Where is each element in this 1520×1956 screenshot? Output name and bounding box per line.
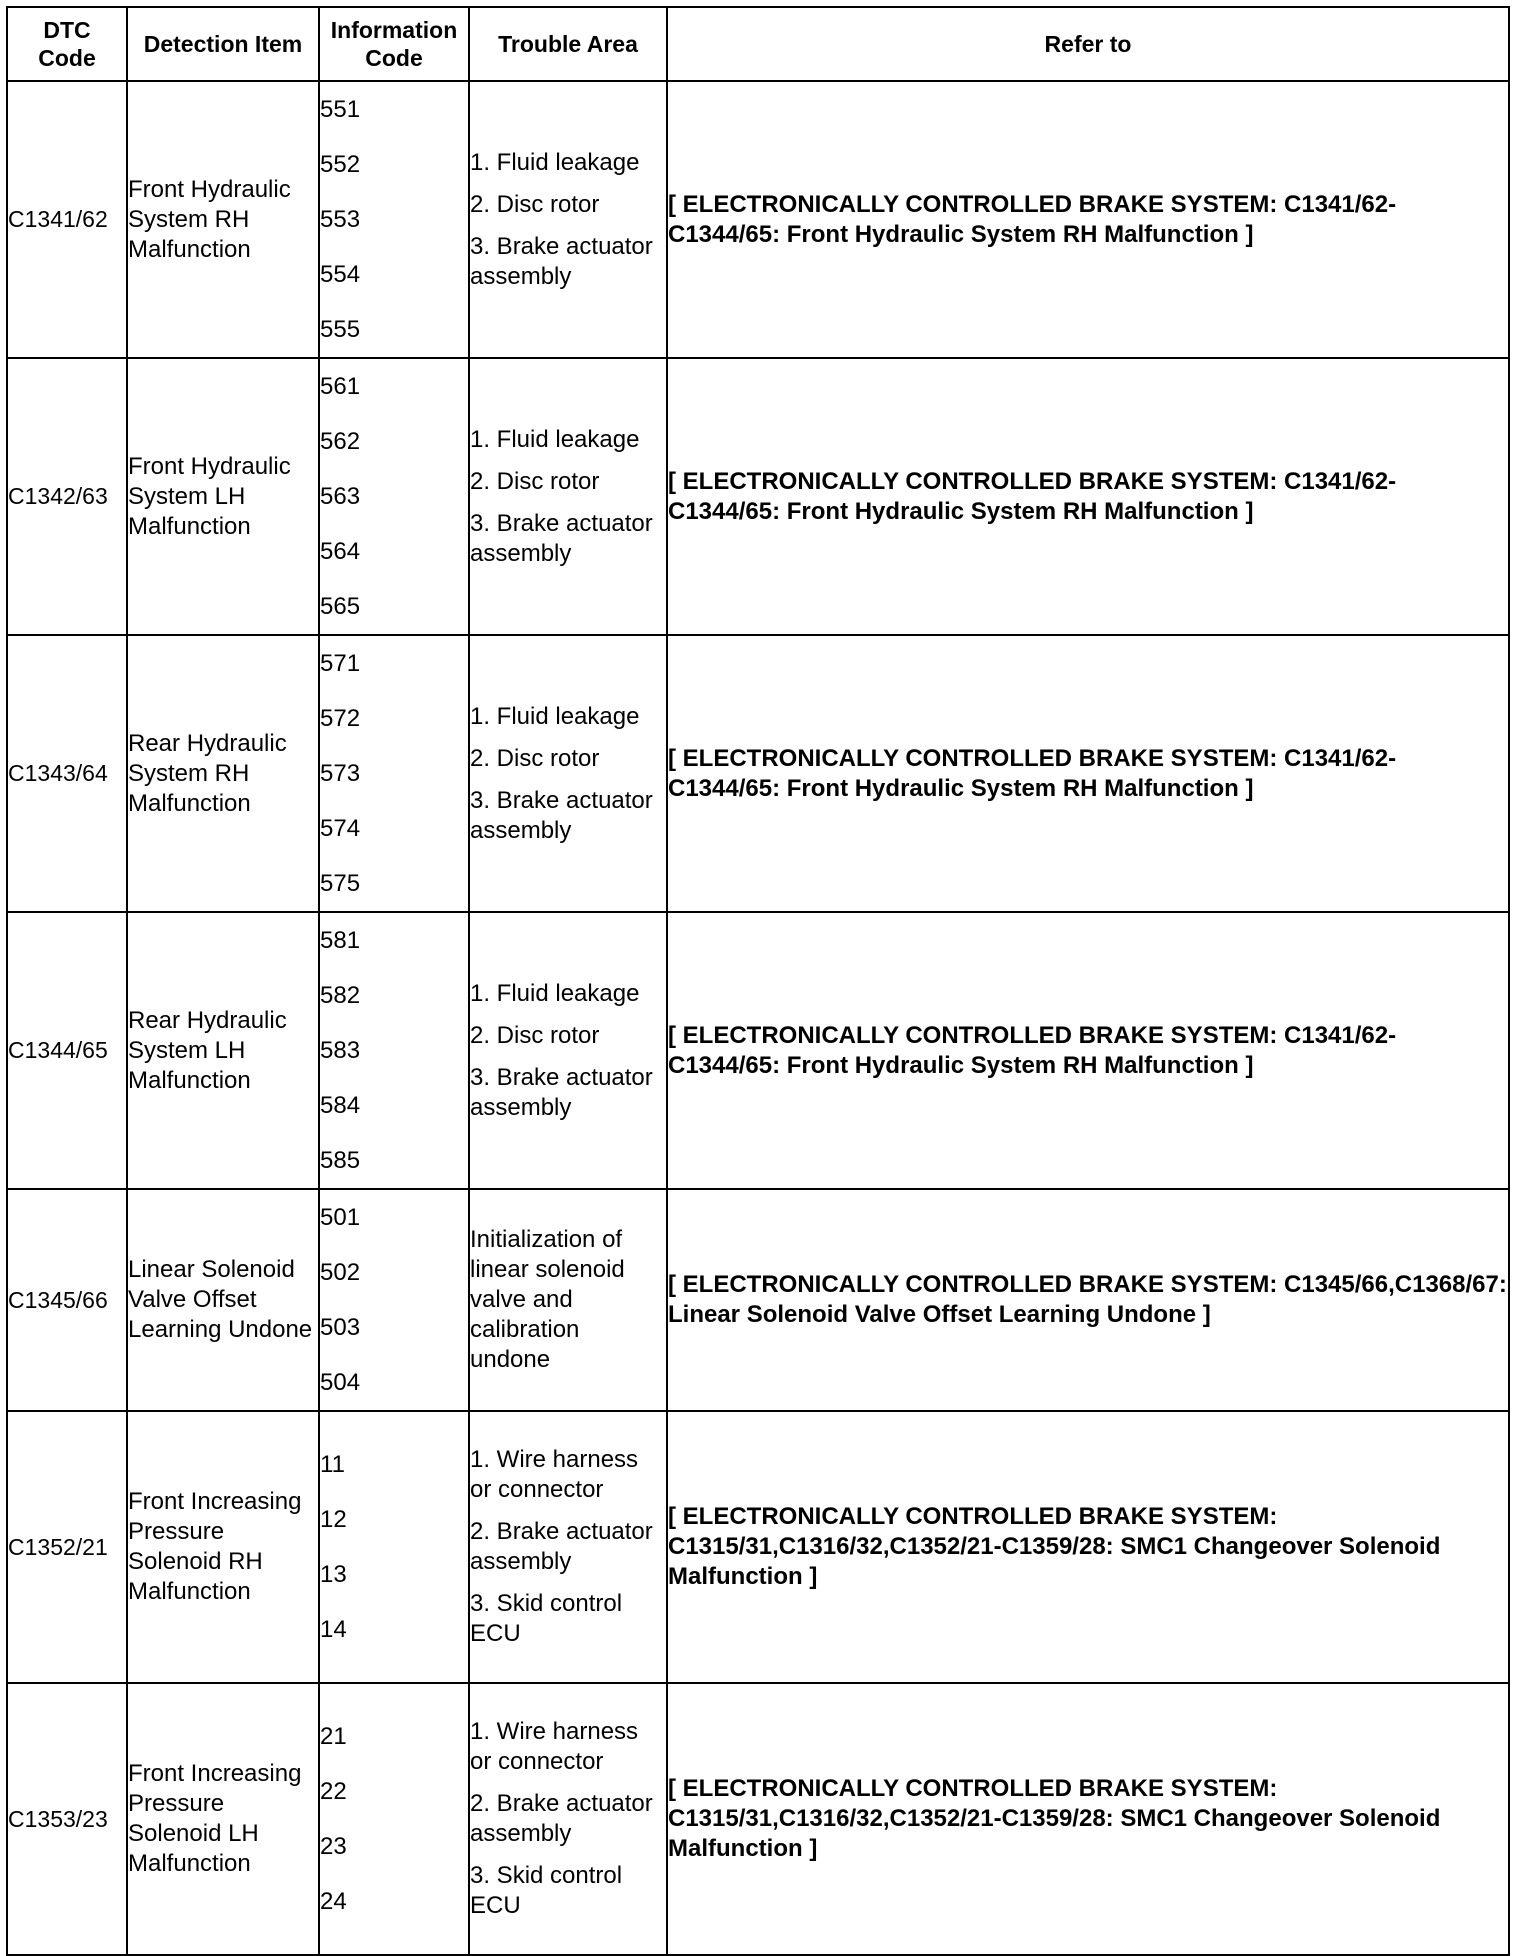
trouble-area-item: 1. Fluid leakage bbox=[470, 702, 640, 730]
trouble-area-item: 1. Wire harness or connector bbox=[470, 1718, 639, 1775]
header-dtc-code: DTC Code bbox=[7, 7, 127, 81]
information-code: 575 bbox=[320, 870, 361, 897]
information-code: 501 bbox=[320, 1204, 361, 1231]
information-code-cell bbox=[319, 912, 469, 1189]
refer-to-cell: [ ELECTRONICALLY CONTROLLED BRAKE SYSTEM: C1341/62-C1344/65: Front Hydraulic System RH Malfunction ] bbox=[667, 358, 1509, 635]
information-code: 503 bbox=[320, 1314, 361, 1341]
table-row bbox=[7, 81, 1509, 358]
information-code: 573 bbox=[320, 760, 361, 787]
information-code: 553 bbox=[320, 206, 361, 233]
information-code: 583 bbox=[320, 1037, 361, 1064]
detection-item-cell: Rear Hydraulic System LH Malfunction bbox=[127, 912, 319, 1189]
trouble-area-cell bbox=[469, 1411, 667, 1683]
trouble-area-cell bbox=[469, 635, 667, 912]
detection-item-cell: Front Hydraulic System RH Malfunction bbox=[127, 81, 319, 358]
information-code: 572 bbox=[320, 705, 361, 732]
trouble-area-item: Initialization of linear solenoid valve and calibration undone bbox=[470, 1226, 625, 1373]
information-code: 23 bbox=[320, 1833, 347, 1860]
trouble-area-item: 2. Disc rotor bbox=[470, 1021, 600, 1049]
trouble-area-cell bbox=[469, 358, 667, 635]
information-code: 563 bbox=[320, 483, 361, 510]
header-refer-to: Refer to bbox=[667, 7, 1509, 81]
trouble-area-item: 2. Disc rotor bbox=[470, 744, 600, 772]
refer-to-cell: [ ELECTRONICALLY CONTROLLED BRAKE SYSTEM: C1341/62-C1344/65: Front Hydraulic System RH Malfunction ] bbox=[667, 81, 1509, 358]
refer-to-cell: [ ELECTRONICALLY CONTROLLED BRAKE SYSTEM: C1341/62-C1344/65: Front Hydraulic System RH Malfunction ] bbox=[667, 635, 1509, 912]
information-code-cell bbox=[319, 1189, 469, 1411]
dtc-code-cell: C1344/65 bbox=[7, 912, 127, 1189]
header-detection-item: Detection Item bbox=[127, 7, 319, 81]
table-row bbox=[7, 1683, 1509, 1955]
trouble-area-item: 3. Brake actuator assembly bbox=[470, 232, 653, 290]
information-code: 11 bbox=[320, 1451, 345, 1478]
information-code: 584 bbox=[320, 1092, 361, 1119]
refer-to-cell: [ ELECTRONICALLY CONTROLLED BRAKE SYSTEM: C1345/66,C1368/67: Linear Solenoid Valve Offset Learning Undone ] bbox=[667, 1189, 1509, 1411]
dtc-code-cell: C1352/21 bbox=[7, 1411, 127, 1683]
detection-item-cell: Front Hydraulic System LH Malfunction bbox=[127, 358, 319, 635]
refer-to-cell: [ ELECTRONICALLY CONTROLLED BRAKE SYSTEM: C1341/62-C1344/65: Front Hydraulic System RH Malfunction ] bbox=[667, 912, 1509, 1189]
trouble-area-item: 1. Fluid leakage bbox=[470, 425, 640, 453]
trouble-area-item: 3. Brake actuator assembly bbox=[470, 786, 653, 844]
trouble-area-cell bbox=[469, 81, 667, 358]
information-code: 551 bbox=[320, 96, 361, 123]
table-body bbox=[7, 81, 1509, 1955]
information-code: 21 bbox=[320, 1723, 347, 1750]
trouble-area-item: 1. Fluid leakage bbox=[470, 148, 640, 176]
trouble-area-item: 1. Wire harness or connector bbox=[470, 1446, 639, 1503]
information-code-cell bbox=[319, 81, 469, 358]
information-code: 574 bbox=[320, 815, 361, 842]
information-code-cell bbox=[319, 635, 469, 912]
information-code: 12 bbox=[320, 1506, 347, 1533]
information-code: 24 bbox=[320, 1888, 347, 1915]
detection-item-cell: Front Increasing Pressure Solenoid LH Malfunction bbox=[127, 1683, 319, 1955]
information-code: 565 bbox=[320, 593, 361, 620]
refer-to-cell: [ ELECTRONICALLY CONTROLLED BRAKE SYSTEM: C1315/31,C1316/32,C1352/21-C1359/28: SMC1 Changeover Solenoid Malfunction ] bbox=[667, 1411, 1509, 1683]
table-header-row bbox=[7, 7, 1509, 81]
table-row bbox=[7, 635, 1509, 912]
trouble-area-cell bbox=[469, 1683, 667, 1955]
header-trouble-area: Trouble Area bbox=[469, 7, 667, 81]
information-code: 552 bbox=[320, 151, 361, 178]
information-code: 14 bbox=[320, 1616, 347, 1643]
refer-to-cell: [ ELECTRONICALLY CONTROLLED BRAKE SYSTEM: C1315/31,C1316/32,C1352/21-C1359/28: SMC1 Changeover Solenoid Malfunction ] bbox=[667, 1683, 1509, 1955]
trouble-area-item: 1. Fluid leakage bbox=[470, 979, 640, 1007]
information-code: 582 bbox=[320, 982, 361, 1009]
information-code: 22 bbox=[320, 1778, 347, 1805]
information-code: 555 bbox=[320, 316, 361, 343]
dtc-code-cell: C1343/64 bbox=[7, 635, 127, 912]
information-code: 561 bbox=[320, 373, 361, 400]
dtc-code-cell: C1353/23 bbox=[7, 1683, 127, 1955]
trouble-area-item: 2. Brake actuator assembly bbox=[470, 1518, 653, 1575]
trouble-area-item: 2. Disc rotor bbox=[470, 190, 600, 218]
information-code: 562 bbox=[320, 428, 361, 455]
information-code: 13 bbox=[320, 1561, 347, 1588]
information-code: 585 bbox=[320, 1147, 361, 1174]
information-code-cell bbox=[319, 358, 469, 635]
trouble-area-item: 3. Skid control ECU bbox=[470, 1590, 623, 1647]
trouble-area-item: 3. Skid control ECU bbox=[470, 1862, 623, 1919]
table-row bbox=[7, 912, 1509, 1189]
trouble-area-item: 3. Brake actuator assembly bbox=[470, 1063, 653, 1121]
trouble-area-cell bbox=[469, 912, 667, 1189]
trouble-area-item: 2. Brake actuator assembly bbox=[470, 1790, 653, 1847]
detection-item-cell: Front Increasing Pressure Solenoid RH Malfunction bbox=[127, 1411, 319, 1683]
detection-item-cell: Linear Solenoid Valve Offset Learning Undone bbox=[127, 1189, 319, 1411]
dtc-code-cell: C1345/66 bbox=[7, 1189, 127, 1411]
information-code: 504 bbox=[320, 1369, 361, 1396]
information-code: 502 bbox=[320, 1259, 361, 1286]
information-code: 554 bbox=[320, 261, 361, 288]
table-row bbox=[7, 1411, 1509, 1683]
information-code-cell bbox=[319, 1411, 469, 1683]
information-code: 571 bbox=[320, 650, 361, 677]
dtc-code-cell: C1341/62 bbox=[7, 81, 127, 358]
detection-item-cell: Rear Hydraulic System RH Malfunction bbox=[127, 635, 319, 912]
dtc-code-cell: C1342/63 bbox=[7, 358, 127, 635]
table-row bbox=[7, 1189, 1509, 1411]
trouble-area-cell bbox=[469, 1189, 667, 1411]
information-code: 564 bbox=[320, 538, 361, 565]
information-code: 581 bbox=[320, 927, 361, 954]
trouble-area-item: 3. Brake actuator assembly bbox=[470, 509, 653, 567]
trouble-area-item: 2. Disc rotor bbox=[470, 467, 600, 495]
information-code-cell bbox=[319, 1683, 469, 1955]
header-information-code: Information Code bbox=[319, 7, 469, 81]
table-row bbox=[7, 358, 1509, 635]
dtc-table bbox=[6, 6, 1510, 1956]
